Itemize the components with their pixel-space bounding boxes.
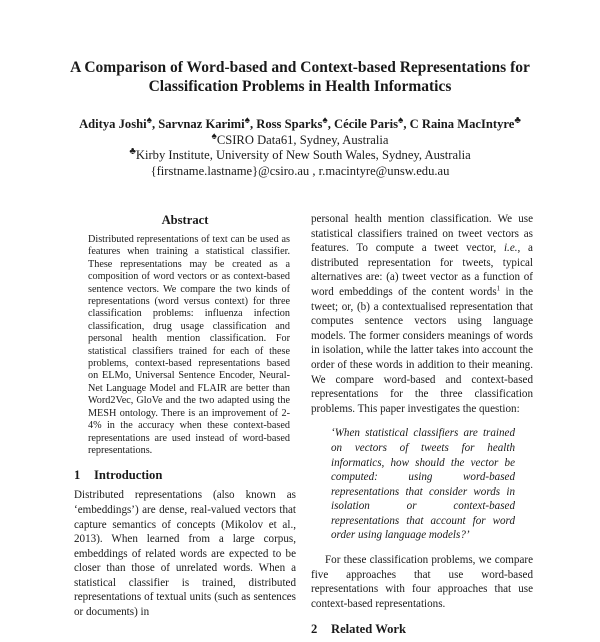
right-paragraph-1: personal health mention classification. We use statistical classifiers trained on tweet vectors as features. To compute a tweet vector, i.e., a distributed representation for tweets, typical alternatives are: (a) tweet vector as a function of word embeddings of the content words$^1$ in the tweet; or, (b) a contextualised representation that computes sentence vectors using language models. The former considers meanings of words in isolation, while the latter takes into account the order of these words in addition to their meaning. We compare word-based and context-based representations for the three classification problems. This paper investigates the question:	[311, 213, 534, 415]
title-line-1: A Comparison of Word-based and Context-based Representations for	[70, 59, 530, 76]
right-paragraph-2: For these classification problems, we compare five approaches that use word-based representations with four approaches that use context-based representations.	[311, 554, 533, 610]
abstract-heading: Abstract	[161, 213, 209, 227]
spade-marker: ♠	[146, 114, 152, 126]
section-title: Related Work	[331, 622, 406, 637]
paper-title	[60, 58, 540, 96]
club-marker: ♣	[514, 114, 521, 126]
section-number: 2	[311, 622, 318, 637]
affiliation-1: ♠CSIRO Data61, Sydney, Australia	[211, 130, 389, 147]
section-heading-related-work	[311, 621, 533, 637]
section-number: 1	[74, 468, 81, 483]
spade-marker: ♠	[211, 130, 217, 142]
author-5: C Raina MacIntyre	[409, 117, 515, 131]
spade-marker: ♠	[322, 114, 328, 126]
author-block	[40, 114, 560, 179]
left-column	[74, 212, 296, 620]
introduction-paragraph: Distributed representations (also known as ‘embeddings’) are dense, real-valued vectors that capture semantics of concepts (Mikolov et al., 2013). When learned from a large corpus, embeddings of related words are expected to be closer than those of unrelated words. When a statistical classifier is trained, distributed representations of textual units (such as sentences or documents) in	[74, 489, 296, 619]
title-line-2: Classification Problems in Health Informatics	[148, 78, 452, 95]
section-title: Introduction	[94, 468, 163, 483]
abstract-text: Distributed representations of text can be used as features when training a statistical classifier. These representations may be created as a composition of word vectors or as context-based sentence vectors. We compare the two kinds of representations (word versus context) for three classification problems: influenza infection classification, drug usage classification and personal health mention classification. For statistical classifiers trained for each of these problems, context-based representations based on ELMo, Universal Sentence Encoder, Neural-Net Language Model and FLAIR are better than Word2Vec, GloVe and the two adapted using the MESH ontology. There is an improvement of 2-4% in the accuracy when these context-based representations are used instead of word-based representations.	[88, 234, 290, 456]
research-question-quote: ‘When statistical classifiers are trained on vectors of tweets for health informatics, how should the vector be computed: using word-based representations that consider words in isolation or context-based representations that account for word order using language models?’	[331, 427, 515, 542]
spade-marker: ♠	[398, 114, 404, 126]
author-names: Aditya Joshi♠, Sarvnaz Karimi♠, Ross Sparks♠, Cécile Paris♠, C Raina MacIntyre♣	[79, 114, 521, 131]
author-3: Ross Sparks	[256, 117, 323, 131]
spade-marker: ♠	[244, 114, 250, 126]
affiliation-2: ♣Kirby Institute, University of New South Wales, Sydney, Australia	[129, 145, 471, 162]
section-heading-introduction	[74, 467, 296, 483]
club-marker: ♣	[129, 145, 136, 157]
email-line: {firstname.lastname}@csiro.au , r.macintyre@unsw.edu.au	[150, 163, 450, 178]
author-2: Sarvnaz Karimi	[158, 117, 245, 131]
author-1: Aditya Joshi	[79, 117, 147, 131]
right-column	[311, 212, 533, 642]
author-4: Cécile Paris	[334, 117, 399, 131]
footnote-marker[interactable]: 1	[496, 284, 501, 293]
